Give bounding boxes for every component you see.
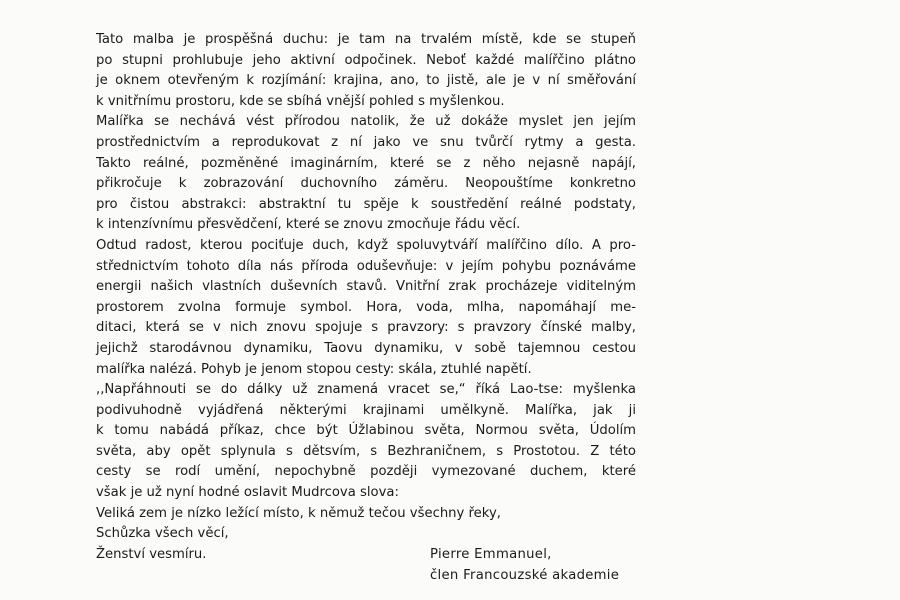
text-line: ditaci, která se v nich znovu spojuje s pravzory: s pravzory čínské malby, [96,320,636,336]
text-line: prostřednictvím a reprodukovat z ní jako ve snu tvůrčí rytmy a gesta. [96,134,636,150]
text-line: prostorem zvolna formuje symbol. Hora, voda, mlha, napomáhají me- [96,299,636,315]
author-name: Pierre Emmanuel, [430,547,552,562]
paragraph-2 [96,112,636,236]
text-line: podivuhodně vyjádřená některými krajinami umělkyně. Malířka, jak ji [96,402,636,418]
paragraph-1 [96,30,636,112]
text-line: po stupni prohlubuje jeho aktivní odpočinek. Neboť každé malířčino plátno [96,52,636,68]
poem-line: Veliká zem je nízko ležící místo, k němuž tečou všechny řeky, [96,505,501,521]
text-line: k vnitřnímu prostoru, kde se sbíhá vnější pohled s myšlenkou. [96,93,505,109]
paragraph-3 [96,236,636,380]
text-line: přikročuje k zobrazování duchovního záměru. Neopouštíme konkretno [96,176,636,192]
text-line: Odtud radost, kterou pociťuje duch, když spoluvytváří malířčino dílo. A pro- [96,237,636,253]
text-line: Takto reálné, pozměněné imaginárním, které se z něho nejasně napájí, [96,155,636,171]
text-line: malířka nalézá. Pohyb je jenom stopou cesty: skála, ztuhlé napětí. [96,361,532,377]
text-line: k intenzívnímu přesvědčení, které se znovu zmocňuje řádu věcí. [96,217,521,233]
text-line: však je už nyní hodné oslavit Mudrcova slova: [96,485,399,501]
text-line: světa, aby opět splynula s dětsvím, s Bezhraničnem, s Prostotou. Z této [96,443,636,459]
text-line: Tato malba je prospěšná duchu: je tam na trvalém místě, kde se stupeň [96,32,636,47]
text-line: pro čistou abstrakci: abstraktní tu spěje k soustředění reálné podstaty, [96,196,636,212]
poem-line: Schůzka všech věcí, [96,526,229,542]
article-text [96,30,636,565]
signature-block [430,544,619,586]
poem-line: Ženství vesmíru. [96,546,207,562]
text-line: střednictvím tohoto díla nás příroda oduševňuje: v jejím pohybu poznáváme [96,258,636,274]
text-line: ,,Napřáhnouti se do dálky už znamená vracet se,“ říká Lao-tse: myšlenka [96,382,636,398]
author-title: člen Francouzské akademie [430,568,620,583]
paragraph-4 [96,380,636,504]
text-line: cesty se rodí umění, nepochybně později vymezované duchem, které [96,464,636,480]
text-line: Malířka se nechává vést přírodou natolik, že už dokáže myslet jen jejím [96,114,636,130]
text-line: jejichž starodávnou dynamiku, Taovu dynamiku, v sobě tajemnou cestou [96,340,636,356]
text-line: energii našich vlastních duševních stavů. Vnitřní zrak procházeje viditelným [96,279,636,295]
text-line: k tomu nabádá příkaz, chce být Úžlabinou světa, Normou světa, Údolím [96,423,636,439]
text-line: je oknem otevřeným k rozjímání: krajina, ano, to jistě, ale je v ní směřování [96,73,636,89]
